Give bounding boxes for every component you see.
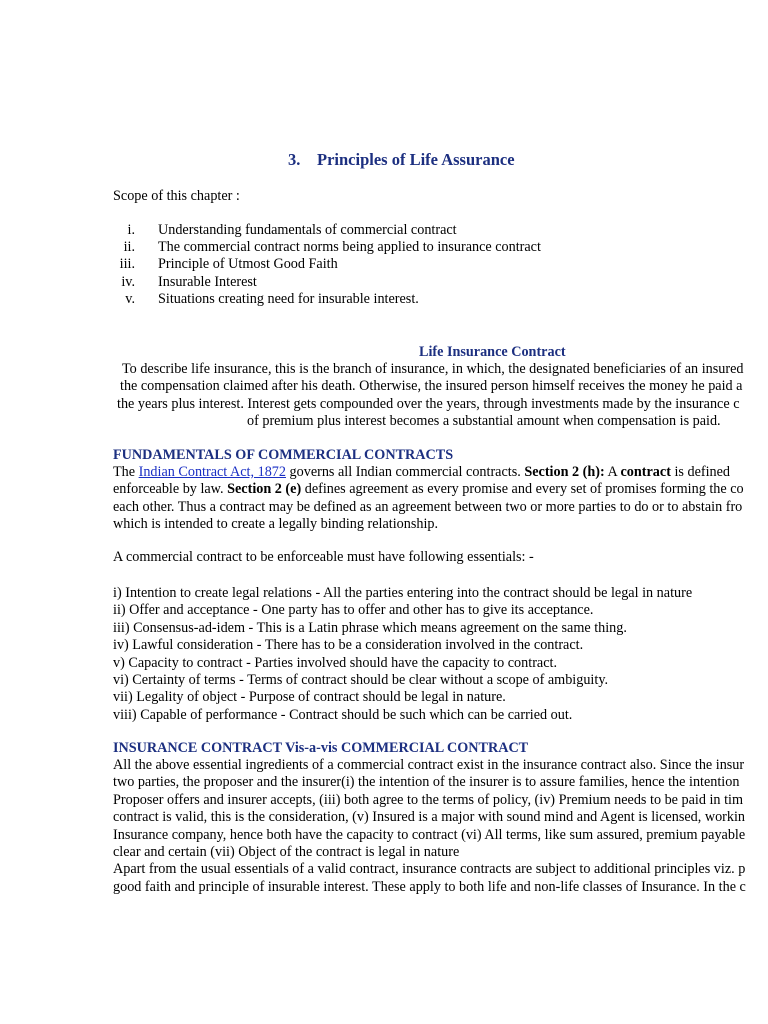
list-item: vii) Legality of object - Purpose of contract should be legal in nature.: [113, 689, 506, 706]
paragraph-line: [113, 481, 768, 498]
list-numeral: v.: [125, 290, 135, 307]
list-item: [113, 274, 541, 291]
chapter-number: 3.: [288, 150, 301, 169]
paragraph-line: of premium plus interest becomes a substantial amount when compensation is paid.: [247, 413, 721, 430]
paragraph-line: two parties, the proposer and the insurer(i) the intention of the insurer is to assure families, hence the intention: [113, 774, 740, 791]
list-item: [113, 239, 541, 256]
text-run: enforceable by law.: [113, 481, 228, 498]
paragraph-line: Proposer offers and insurer accepts, (iii) both agree to the terms of policy, (iv) Premium needs to be paid in tim: [113, 791, 743, 808]
text-run: A: [604, 464, 621, 480]
essentials-intro: [113, 549, 768, 566]
list-item-text: Insurable Interest: [158, 273, 257, 290]
section-2e-label: Section 2 (e): [227, 481, 302, 498]
text-run: is defined: [670, 464, 731, 480]
paragraph-line: each other. Thus a contract may be defined as an agreement between two or more parties to do or to abstain fro: [113, 498, 743, 515]
list-item: iv) Lawful consideration - There has to be a consideration involved in the contract.: [113, 637, 584, 654]
list-item: v) Capacity to contract - Parties involved should have the capacity to contract.: [113, 654, 557, 671]
list-item-text: Situations creating need for insurable interest.: [158, 290, 419, 307]
text-run: The: [113, 464, 139, 480]
page-title: [288, 150, 515, 170]
list-numeral: i.: [127, 222, 135, 238]
paragraph-line: which is intended to create a legally binding relationship.: [113, 516, 439, 533]
list-item-text: Understanding fundamentals of commercial contract: [158, 222, 457, 238]
list-numeral: ii.: [123, 239, 135, 256]
paragraph-line: contract is valid, this is the consideration, (v) Insured is a major with sound mind and Agent is licensed, workin: [113, 809, 746, 826]
list-item: [113, 222, 541, 239]
scope-list: [113, 222, 541, 308]
insurance-contract-heading: INSURANCE CONTRACT Vis-a-vis COMMERCIAL CONTRACT: [113, 740, 529, 756]
text-run: governs all Indian commercial contracts.: [285, 464, 525, 480]
paragraph-line: All the above essential ingredients of a commercial contract exist in the insurance contract also. Since the insur: [113, 757, 745, 773]
paragraph-line: Insurance company, hence both have the capacity to contract (vi) All terms, like sum assured, premium payable: [113, 826, 746, 843]
life-insurance-contract-heading: Life Insurance Contract: [419, 344, 566, 360]
list-numeral: iii.: [119, 256, 135, 273]
paragraph-line: Apart from the usual essentials of a valid contract, insurance contracts are subject to additional principles viz. p: [113, 861, 746, 878]
list-item: viii) Capable of performance - Contract should be such which can be carried out.: [113, 706, 573, 723]
contract-term: contract: [620, 464, 671, 480]
insurance-contract-paragraph: [113, 757, 768, 896]
fundamentals-paragraph: [113, 464, 768, 534]
paragraph-line: clear and certain (vii) Object of the contract is legal in nature: [113, 843, 460, 860]
paragraph-line: [113, 464, 768, 481]
section-2h-label: Section 2 (h):: [524, 464, 605, 480]
scope-label: Scope of this chapter :: [113, 188, 240, 204]
list-item-text: Principle of Utmost Good Faith: [158, 256, 338, 273]
paragraph-line: To describe life insurance, this is the branch of insurance, in which, the designated beneficiaries of an insured: [122, 361, 744, 377]
fundamentals-heading: FUNDAMENTALS OF COMMERCIAL CONTRACTS: [113, 447, 454, 463]
list-item: i) Intention to create legal relations - All the parties entering into the contract should be legal in nature: [113, 585, 693, 601]
paragraph-line: A commercial contract to be enforceable must have following essentials: -: [113, 549, 534, 565]
list-item: vi) Certainty of terms - Terms of contract should be clear without a scope of ambiguity.: [113, 671, 609, 688]
text-run: defines agreement as every promise and every set of promises forming the co: [301, 481, 744, 498]
indian-contract-act-link[interactable]: Indian Contract Act, 1872: [138, 464, 286, 480]
list-item: [113, 291, 541, 308]
list-item-text: The commercial contract norms being applied to insurance contract: [158, 239, 541, 256]
chapter-title: Principles of Life Assurance: [317, 150, 515, 169]
list-numeral: iv.: [121, 273, 135, 290]
list-item: [113, 256, 541, 273]
essentials-list: [113, 585, 692, 724]
paragraph-line: the years plus interest. Interest gets compounded over the years, through investments made by the insurance c: [117, 395, 740, 412]
list-item: iii) Consensus-ad-idem - This is a Latin phrase which means agreement on the same thing.: [113, 619, 627, 636]
paragraph-line: good faith and principle of insurable interest. These apply to both life and non-life classes of Insurance. In the c: [113, 878, 746, 895]
list-item: ii) Offer and acceptance - One party has to offer and other has to give its acceptance.: [113, 602, 594, 619]
paragraph-line: the compensation claimed after his death. Otherwise, the insured person himself receives the money he paid a: [120, 378, 743, 395]
